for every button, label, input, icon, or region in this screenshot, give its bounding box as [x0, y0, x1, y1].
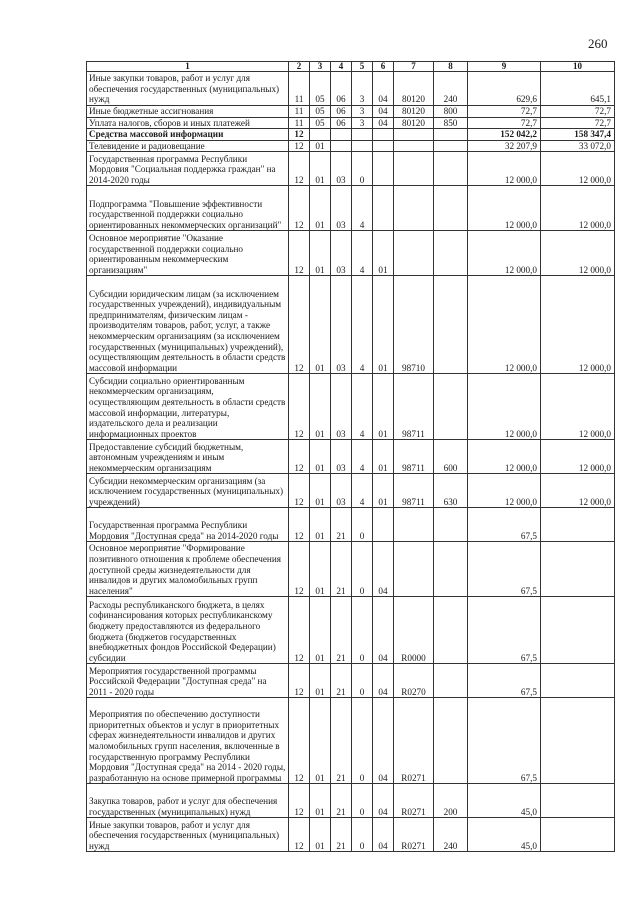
section-code: 12 — [289, 231, 310, 276]
direction-code: 98710 — [394, 276, 434, 374]
section-code: 12 — [289, 186, 310, 231]
amount-col-10: 12 000,0 — [541, 474, 615, 508]
subsection-code: 01 — [310, 231, 331, 276]
table-row — [87, 698, 615, 784]
expense-type-code — [434, 152, 468, 186]
amount-col-9: 12 000,0 — [468, 231, 541, 276]
row-name: Иные закупки товаров, работ и услуг для обеспечения государственных (муниципальных) нужд — [87, 818, 289, 852]
section-code: 11 — [289, 106, 310, 118]
row-name: Субсидии некоммерческим организациям (за исключением государственных (муниципальных) учреждений) — [87, 474, 289, 508]
direction-code: 98711 — [394, 474, 434, 508]
subprogram-code: 4 — [352, 374, 373, 440]
section-code: 12 — [289, 129, 310, 141]
subsection-code: 01 — [310, 186, 331, 231]
section-code: 12 — [289, 276, 310, 374]
direction-code: R0000 — [394, 597, 434, 664]
program-code: 21 — [331, 542, 352, 597]
expense-type-code: 240 — [434, 72, 468, 106]
column-header: 9 — [468, 62, 541, 72]
event-code: 04 — [373, 542, 394, 597]
subprogram-code: 4 — [352, 474, 373, 508]
subprogram-code: 0 — [352, 664, 373, 698]
table-row — [87, 374, 615, 440]
subprogram-code: 3 — [352, 106, 373, 118]
amount-col-10 — [541, 664, 615, 698]
amount-col-10: 12 000,0 — [541, 374, 615, 440]
table-row — [87, 140, 615, 152]
expense-type-code: 630 — [434, 474, 468, 508]
row-name: Иные бюджетные ассигнования — [87, 106, 289, 118]
amount-col-10: 33 072,0 — [541, 140, 615, 152]
direction-code: 98711 — [394, 440, 434, 474]
subprogram-code: 4 — [352, 231, 373, 276]
table-row — [87, 186, 615, 231]
event-code — [373, 129, 394, 141]
event-code: 04 — [373, 106, 394, 118]
amount-col-9: 12 000,0 — [468, 374, 541, 440]
program-code: 03 — [331, 276, 352, 374]
column-header: 2 — [289, 62, 310, 72]
subsection-code: 01 — [310, 784, 331, 818]
amount-col-10 — [541, 597, 615, 664]
section-code: 12 — [289, 474, 310, 508]
amount-col-9: 12 000,0 — [468, 276, 541, 374]
program-code: 21 — [331, 818, 352, 852]
program-code: 06 — [331, 72, 352, 106]
subprogram-code: 0 — [352, 542, 373, 597]
subprogram-code: 0 — [352, 152, 373, 186]
event-code — [373, 140, 394, 152]
column-header: 5 — [352, 62, 373, 72]
event-code: 04 — [373, 784, 394, 818]
subsection-code: 01 — [310, 474, 331, 508]
amount-col-9: 152 042,2 — [468, 129, 541, 141]
page-number: 260 — [588, 36, 608, 51]
event-code — [373, 152, 394, 186]
subsection-code: 01 — [310, 440, 331, 474]
amount-col-10: 12 000,0 — [541, 276, 615, 374]
amount-col-10: 12 000,0 — [541, 440, 615, 474]
subsection-code: 01 — [310, 140, 331, 152]
amount-col-10 — [541, 508, 615, 542]
event-code: 04 — [373, 818, 394, 852]
column-header: 3 — [310, 62, 331, 72]
row-name: Государственная программа Республики Мордовия "Социальная поддержка граждан" на 2014-2020 годы — [87, 152, 289, 186]
event-code: 04 — [373, 597, 394, 664]
amount-col-10: 12 000,0 — [541, 186, 615, 231]
amount-col-9: 12 000,0 — [468, 474, 541, 508]
subprogram-code — [352, 129, 373, 141]
table-row — [87, 542, 615, 597]
column-header: 4 — [331, 62, 352, 72]
direction-code: 80120 — [394, 106, 434, 118]
expense-type-code — [434, 374, 468, 440]
row-name: Основное мероприятие "Формирование позитивного отношения к проблеме обеспечения доступной среды жизнедеятельности для инвалидов и других маломобильных групп населения" — [87, 542, 289, 597]
event-code: 04 — [373, 698, 394, 784]
amount-col-9: 67,5 — [468, 508, 541, 542]
event-code: 01 — [373, 374, 394, 440]
expense-type-code: 800 — [434, 106, 468, 118]
event-code: 04 — [373, 664, 394, 698]
table-row — [87, 152, 615, 186]
expense-type-code — [434, 542, 468, 597]
expense-type-code — [434, 129, 468, 141]
expense-type-code — [434, 231, 468, 276]
row-name: Подпрограмма "Повышение эффективности государственной поддержки социально ориентированных некоммерческих организаций" — [87, 186, 289, 231]
subsection-code — [310, 129, 331, 141]
table-row — [87, 72, 615, 106]
direction-code: 98711 — [394, 374, 434, 440]
table-row — [87, 106, 615, 118]
subsection-code: 01 — [310, 542, 331, 597]
subsection-code: 01 — [310, 597, 331, 664]
table-row — [87, 784, 615, 818]
amount-col-10: 72,7 — [541, 117, 615, 129]
column-header: 6 — [373, 62, 394, 72]
amount-col-9: 67,5 — [468, 698, 541, 784]
section-code: 11 — [289, 72, 310, 106]
column-header: 1 — [87, 62, 289, 72]
direction-code: R0270 — [394, 664, 434, 698]
program-code — [331, 140, 352, 152]
section-code: 12 — [289, 818, 310, 852]
row-name: Мероприятия государственной программы Российской Федерации "Доступная среда" на 2011 - 2020 годы — [87, 664, 289, 698]
subsection-code: 01 — [310, 698, 331, 784]
direction-code — [394, 231, 434, 276]
expense-type-code: 240 — [434, 818, 468, 852]
subprogram-code: 0 — [352, 818, 373, 852]
program-code: 21 — [331, 784, 352, 818]
table-row — [87, 276, 615, 374]
amount-col-9: 45,0 — [468, 818, 541, 852]
amount-col-9: 45,0 — [468, 784, 541, 818]
subprogram-code: 0 — [352, 784, 373, 818]
amount-col-10 — [541, 542, 615, 597]
row-name: Расходы республиканского бюджета, в целях софинансирования которых республиканскому бюджету предоставляются из федерального бюджета (бюджетов государственных внебюджетных фондов Российской Федерации) субсидии — [87, 597, 289, 664]
subsection-code: 01 — [310, 152, 331, 186]
direction-code: R0271 — [394, 698, 434, 784]
direction-code — [394, 186, 434, 231]
event-code: 01 — [373, 474, 394, 508]
event-code: 01 — [373, 231, 394, 276]
table-row — [87, 117, 615, 129]
amount-col-9: 32 207,9 — [468, 140, 541, 152]
subprogram-code: 3 — [352, 72, 373, 106]
row-name: Субсидии юридическим лицам (за исключением государственных учреждений), индивидуальным предпринимателям, физическим лицам - производителям товаров, работ, услуг, а также некоммерческим организациям (за исключением государственных (муниципальных) учреждений), осуществляющим деятельность в области средств массовой информации — [87, 276, 289, 374]
expense-type-code: 200 — [434, 784, 468, 818]
expense-type-code — [434, 140, 468, 152]
amount-col-9: 12 000,0 — [468, 152, 541, 186]
amount-col-10 — [541, 784, 615, 818]
subprogram-code: 4 — [352, 186, 373, 231]
amount-col-9: 12 000,0 — [468, 186, 541, 231]
program-code: 21 — [331, 508, 352, 542]
amount-col-9: 67,5 — [468, 664, 541, 698]
row-name: Государственная программа Республики Мордовия "Доступная среда" на 2014-2020 годы — [87, 508, 289, 542]
program-code: 03 — [331, 440, 352, 474]
table-row — [87, 508, 615, 542]
subsection-code: 01 — [310, 664, 331, 698]
event-code — [373, 186, 394, 231]
event-code — [373, 508, 394, 542]
section-code: 12 — [289, 542, 310, 597]
header-row — [87, 62, 615, 72]
amount-col-9: 67,5 — [468, 597, 541, 664]
row-name: Уплата налогов, сборов и иных платежей — [87, 117, 289, 129]
table-row — [87, 597, 615, 664]
table-row — [87, 818, 615, 852]
amount-col-9: 72,7 — [468, 117, 541, 129]
column-header: 8 — [434, 62, 468, 72]
program-code: 21 — [331, 698, 352, 784]
table-row — [87, 231, 615, 276]
subprogram-code: 3 — [352, 117, 373, 129]
section-code: 11 — [289, 117, 310, 129]
row-name: Основное мероприятие "Оказание государственной поддержки социально ориентированным некоммерческим организациям" — [87, 231, 289, 276]
amount-col-9: 67,5 — [468, 542, 541, 597]
expense-type-code — [434, 508, 468, 542]
section-code: 12 — [289, 374, 310, 440]
subsection-code: 01 — [310, 374, 331, 440]
direction-code — [394, 129, 434, 141]
section-code: 12 — [289, 440, 310, 474]
column-header: 7 — [394, 62, 434, 72]
section-code: 12 — [289, 140, 310, 152]
subprogram-code: 4 — [352, 440, 373, 474]
table-row — [87, 440, 615, 474]
amount-col-10: 72,7 — [541, 106, 615, 118]
event-code: 04 — [373, 117, 394, 129]
direction-code: R0271 — [394, 818, 434, 852]
subprogram-code — [352, 140, 373, 152]
amount-col-10: 158 347,4 — [541, 129, 615, 141]
direction-code — [394, 140, 434, 152]
event-code: 04 — [373, 72, 394, 106]
amount-col-10: 12 000,0 — [541, 231, 615, 276]
row-name: Закупка товаров, работ и услуг для обеспечения государственных (муниципальных) нужд — [87, 784, 289, 818]
event-code: 01 — [373, 276, 394, 374]
amount-col-9: 72,7 — [468, 106, 541, 118]
section-code: 12 — [289, 152, 310, 186]
section-code: 12 — [289, 597, 310, 664]
table-row — [87, 129, 615, 141]
amount-col-9: 629,6 — [468, 72, 541, 106]
budget-table — [86, 61, 615, 852]
program-code: 03 — [331, 152, 352, 186]
subprogram-code: 0 — [352, 698, 373, 784]
expense-type-code — [434, 276, 468, 374]
direction-code: 80120 — [394, 117, 434, 129]
direction-code: R0271 — [394, 784, 434, 818]
program-code — [331, 129, 352, 141]
section-code: 12 — [289, 664, 310, 698]
amount-col-10: 12 000,0 — [541, 152, 615, 186]
amount-col-10: 645,1 — [541, 72, 615, 106]
subprogram-code: 0 — [352, 508, 373, 542]
program-code: 03 — [331, 374, 352, 440]
expense-type-code: 600 — [434, 440, 468, 474]
subsection-code: 05 — [310, 72, 331, 106]
program-code: 03 — [331, 474, 352, 508]
program-code: 06 — [331, 117, 352, 129]
table-row — [87, 664, 615, 698]
amount-col-10 — [541, 698, 615, 784]
section-code: 12 — [289, 508, 310, 542]
program-code: 06 — [331, 106, 352, 118]
row-name: Иные закупки товаров, работ и услуг для обеспечения государственных (муниципальных) нужд — [87, 72, 289, 106]
event-code: 01 — [373, 440, 394, 474]
subsection-code: 01 — [310, 276, 331, 374]
table-row — [87, 474, 615, 508]
section-code: 12 — [289, 784, 310, 818]
expense-type-code — [434, 186, 468, 231]
expense-type-code: 850 — [434, 117, 468, 129]
direction-code — [394, 508, 434, 542]
expense-type-code — [434, 597, 468, 664]
program-code: 03 — [331, 186, 352, 231]
direction-code: 80120 — [394, 72, 434, 106]
expense-type-code — [434, 698, 468, 784]
row-name: Телевидение и радиовещание — [87, 140, 289, 152]
subsection-code: 01 — [310, 508, 331, 542]
program-code: 21 — [331, 597, 352, 664]
expense-type-code — [434, 664, 468, 698]
subsection-code: 05 — [310, 117, 331, 129]
section-code: 12 — [289, 698, 310, 784]
subprogram-code: 4 — [352, 276, 373, 374]
amount-col-9: 12 000,0 — [468, 440, 541, 474]
program-code: 03 — [331, 231, 352, 276]
row-name: Субсидии социально ориентированным некоммерческим организациям, осуществляющим деятельность в области средств массовой информации, литературы, издательского дела и реализации информационных проектов — [87, 374, 289, 440]
row-name: Предоставление субсидий бюджетным, автономным учреждениям и иным некоммерческим организациям — [87, 440, 289, 474]
column-header: 10 — [541, 62, 615, 72]
row-name: Мероприятия по обеспечению доступности приоритетных объектов и услуг в приоритетных сферах жизнедеятельности инвалидов и других маломобильных групп населения, включенные в государственную программу Республики Мордовия "Доступная среда" на 2014 - 2020 годы, разработанную на основе примерной программы — [87, 698, 289, 784]
row-name: Средства массовой информации — [87, 129, 289, 141]
subsection-code: 05 — [310, 106, 331, 118]
subprogram-code: 0 — [352, 597, 373, 664]
program-code: 21 — [331, 664, 352, 698]
amount-col-10 — [541, 818, 615, 852]
direction-code — [394, 542, 434, 597]
subsection-code: 01 — [310, 818, 331, 852]
direction-code — [394, 152, 434, 186]
